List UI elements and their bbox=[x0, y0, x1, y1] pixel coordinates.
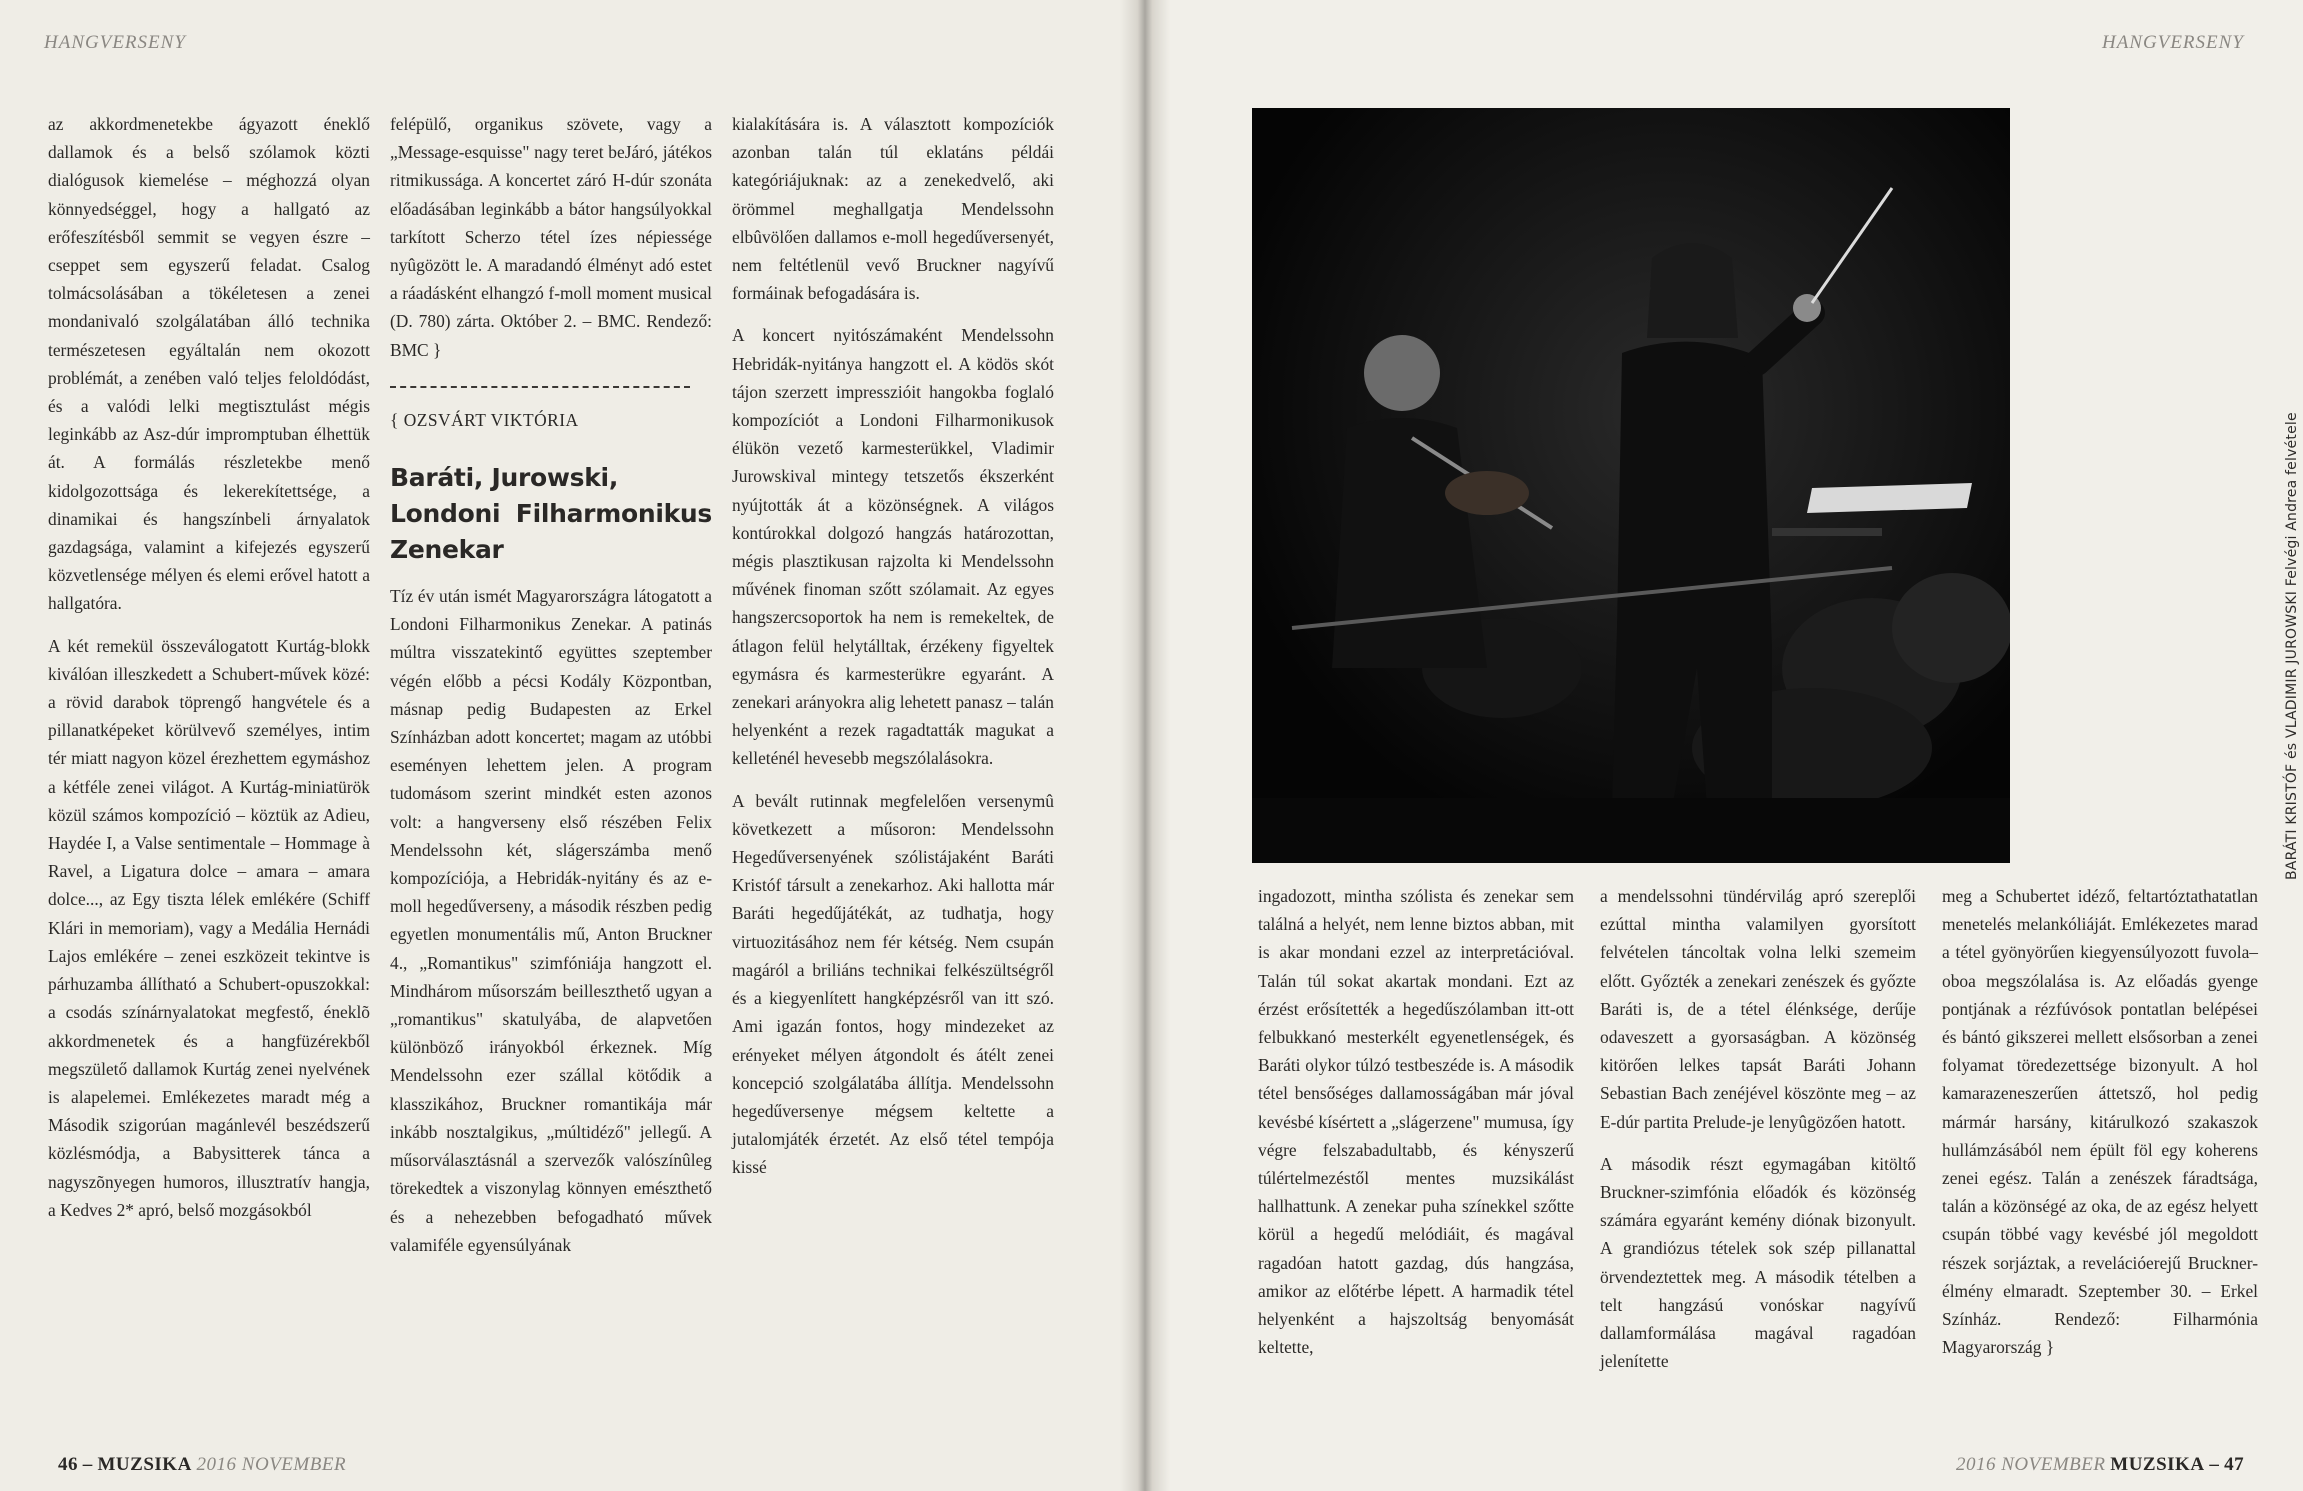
section-header-right: HANGVERSENY bbox=[2102, 32, 2244, 53]
page-number: 46 bbox=[58, 1454, 78, 1475]
page-gutter bbox=[1120, 0, 1170, 1491]
issue-date: 2016 NOVEMBER bbox=[196, 1454, 347, 1475]
right-column-1 bbox=[1258, 882, 1574, 1361]
magazine-name: MUZSIKA bbox=[2110, 1454, 2205, 1475]
paragraph: A bevált rutinnak megfelelően versenymû következett a műsoron: Mendelssohn Hegedűversenyének szólistájaként Baráti Kristóf társult a zenekarhoz. Aki hallotta már Baráti hegedűjátékát, az tudhatja, hogy virtuozitásához nem fér kétség. Nem csupán magáról a briliáns technikai felkészültségről és a kiegyenlített hangképzésről van itt szó. Ami igazán fontos, hogy mindezeket az erényeket mélyen átgondolt és átélt zenei koncepció szolgálatába állítja. Mendelssohn hegedűversenye mégsem keltette a jutalomjáték érzetét. Az első tétel tempója kissé bbox=[732, 790, 1054, 1178]
folio-right bbox=[1956, 1454, 2244, 1476]
section-header-left: HANGVERSENY bbox=[44, 32, 186, 53]
photo-credit bbox=[2262, 360, 2300, 880]
article-title bbox=[390, 460, 712, 568]
folio-left bbox=[58, 1454, 346, 1476]
issue-date: 2016 NOVEMBER bbox=[1956, 1454, 2106, 1475]
paragraph: felépülő, organikus szövete, vagy a „Message-esquisse" nagy teret beJáró, játékos ritmikussága. A koncertet záró H-dúr szonáta előadásában leginkább a bátor hangsúlyokkal tarkított Scherzo tétel ízes népiessége nyûgözött le. A maradandó élményt adó estet a ráadásként elhangzó f-moll moment musical (D. 780) zárta. Október 2. – BMC. Rendező: BMC } bbox=[390, 114, 712, 360]
paragraph: meg a Schubertet idéző, feltartóztathatatlan menetelés melankóliáját. Emlékezetes marad a tétel gyönyörűen kiegyensúlyozott fuvola–oboa megszólalása is. Az előadás gyenge pontjának a rézfúvósok pontatlan belépései és bántó gikszerei mellett elsősorban a zenei folyamat töredezettsége bizonyult. A hol kamarazeneszerűen áttetsző, hol pedig mármár harsány, kitárulkozó szakaszok hullámzásából nem épült föl egy koherens zenei egész. Talán a zenészek fáradtsága, talán a közönségé az oka, de az egész helyett csupán többé vagy kevésbé jól megoldott részek sorjáztak, a revelációerejű Bruckner-élmény elmaradt. Szeptember 30. – Erkel Színház. Rendező: Filharmónia Magyarország } bbox=[1942, 886, 2258, 1358]
left-column-3 bbox=[732, 110, 1054, 1182]
concert-photo-illustration bbox=[1252, 108, 2010, 863]
paragraph: kialakítására is. A választott kompozíciók azonban talán túl eklatáns példái kategóriájuknak: az a zenekedvelő, aki örömmel meghallgatja Mendelssohn elbûvölően dallamos e-moll hegedűversenyét, nem feltétlenül vevő Bruckner nagyívű formáinak befogadására is. bbox=[732, 114, 1054, 304]
author-byline: { OZSVÁRT VIKTÓRIA bbox=[390, 409, 579, 430]
concert-photo bbox=[1252, 108, 2010, 863]
folio-dash: – bbox=[2209, 1454, 2220, 1475]
paragraph: A két remekül összeválogatott Kurtág-blokk kiválóan illeszkedett a Schubert-művek közé: a rövid darabok töprengő hangvétele és a pillanatképeket körülvevő személyes, intim tér miatt nagyon közel érezhettem egymáshoz a kétféle zenei világot. A Kurtág-miniatürök közül számos kompozíció – köztük az Adieu, Haydée I, a Valse sentimentale – Hommage à Ravel, a Ligatura dolce – amara – amara dolce..., az Egy tiszta lélek emlékére (Schiff Klári in memoriam), vagy a Medália Hernádi Lajos emlékére – zenei eszközeit tekintve is párhuzamba állítható a Schubert-opuszokkal: a csodás színárnyalatokat megfestő, éneklõ akkordmenetek és a hangfüzérekből megszülető dallamok Kurtág zenei nyelvének is alapelemei. Emlékezetes maradt még a Második szigorúan magánlevél beszédszerű közlésmódja, a Babysitterek tánca a nagyszõnyegen humoros, illusztratív hangja, a Kedves 2* apró, belső mozgásokból bbox=[48, 635, 370, 1220]
right-column-2 bbox=[1600, 882, 1916, 1375]
page-number: 47 bbox=[2224, 1454, 2245, 1475]
photo-credit-text: BARÁTI KRISTÓF és VLADIMIR JUROWSKI Felvégi Andrea felvétele bbox=[2284, 412, 2300, 880]
paragraph: A koncert nyitószámaként Mendelssohn Hebridák-nyitánya hangzott el. A ködös skót tájon szerzett impresszióit hangokba foglaló kompozíciót a Londoni Filharmonikusok élükön vezető karmesterükkel, Vladimir Jurowskival mintegy tetszetős ékszerként nyújtották át a közönségnek. A világos kontúrokkal dolgozó hangzás határozottan, mégis plasztikusan rajzolta ki Mendelssohn művének finoman szőtt szólamait. Az egyes hangszercsoportok ha nem is remekeltek, de átlagon felül helytálltak, érzékeny figyeltek egymásra és karmesterükre egyaránt. A zenekari arányokra alig lehetett panasz – talán helyenként a rezek ragadtatták magukat a kelleténél hevesebb megszólalásokra. bbox=[732, 325, 1054, 769]
article-title-line: Londoni Filharmonikus Zenekar bbox=[390, 499, 712, 565]
right-column-3 bbox=[1942, 882, 2258, 1361]
divider bbox=[390, 386, 690, 388]
left-column-2 bbox=[390, 110, 712, 1259]
paragraph: A második részt egymagában kitöltő Bruckner-szimfónia előadók és közönség számára egyaránt kemény diónak bizonyult. A grandiózus tételek sok szép pillanattal örvendeztettek meg. A második tételben a telt hangzású vonóskar nagyívű dallamformálása magával ragadóan jelenítette bbox=[1600, 1153, 1916, 1372]
paragraph: ingadozott, mintha szólista és zenekar sem találná a helyét, nem lenne biztos abban, mit is akar mondani ezzel az interpretációval. Talán túl sokat akartak mondani. Ezt az érzést erősítették a hegedűszólamban itt-ott felbukkanó mesterkélt egyenetlenségek, és Baráti olykor túlzó testbeszéde is. A második tétel bensőséges dallamosságában már jóval kevésbé kísértett a „slágerzene" mumusa, így végre felszabadultabb, és kényszerű túlértelmezéstől mentes muzsikálást hallhattunk. A zenekar puha színekkel szőtte körül a hegedű melódiáit, és magával ragadóan hatott gazdag, dús hangzása, amikor az előtérbe lépett. A harmadik tétel helyenként a hajszoltság benyomását keltette, bbox=[1258, 886, 1574, 1358]
paragraph: az akkordmenetekbe ágyazott éneklő dallamok és a belső szólamok közti dialógusok kiemelése – méghozzá olyan könnyedséggel, hogy a hallgató az erőfeszítésből semmit se vegyen észre – cseppet sem egyszerű feladat. Csalog tolmácsolásában a tökéletesen a zenei mondanivaló szolgálatában álló technika természetesen egyáltalán nem okozott problémát, a zenében való teljes feloldódást, és a valódi lelki megtisztulást mégis leginkább az Asz-dúr impromptuban élhettük át. A formálás részletekbe menő kidolgozottsága és lekerekítettsége, a dinamikai és hangszínbeli árnyalatok gazdagsága, valamint a kifejezés egyszerű közvetlensége mélyen és elemi erővel hatott a hallgatóra. bbox=[48, 114, 370, 614]
folio-dash: – bbox=[82, 1454, 93, 1475]
article-title-line: Baráti, Jurowski, bbox=[390, 463, 619, 493]
left-column-1 bbox=[48, 110, 370, 1224]
paragraph: a mendelssohni tündérvilág apró szereplői ezúttal mintha valamilyen gyorsított felvételen táncoltak volna lelki szemeim előtt. Győzték a zenekari zenészek és győzte Baráti is, de a tétel élénksége, derűje odaveszett a gyorsaságban. A közönség kitörően lelkes tapsát Baráti Johann Sebastian Bach zenéjével köszönte meg – az E-dúr partita Prelude-je lenyûgözően hatott. bbox=[1600, 886, 1916, 1132]
magazine-name: MUZSIKA bbox=[97, 1454, 192, 1475]
paragraph: Tíz év után ismét Magyarországra látogatott a Londoni Filharmonikus Zenekar. A patinás múltra visszatekintő együttes szeptember végén előbb a pécsi Kodály Központban, másnap pedig Budapesten az Erkel Színházban adott koncertet; magam az utóbbi eseményen lehettem jelen. A program tudomásom szerint mindkét esten azonos volt: a hangverseny első részében Felix Mendelssohn két, slágerszámba menő kompozíciója, a Hebridák-nyitány és az e-moll hegedűverseny, a második részben pedig egyetlen monumentális mű, Anton Bruckner 4., „Romantikus" szimfóniája hangzott el. Mindhárom műsorszám beilleszthető ugyan a „romantikus" skatulyába, de alapvetően különböző irányokból érkeznek. Míg Mendelssohn ezer szállal kötődik a klasszikához, Bruckner romantikája már inkább nosztalgikus, „múltidéző" jellegű. A műsorválasztásnál a szervezők valószínûleg törekedtek a viszonylag könnyen emészthető és a nehezebben befogadható művek valamiféle egyensúlyának bbox=[390, 586, 712, 1255]
